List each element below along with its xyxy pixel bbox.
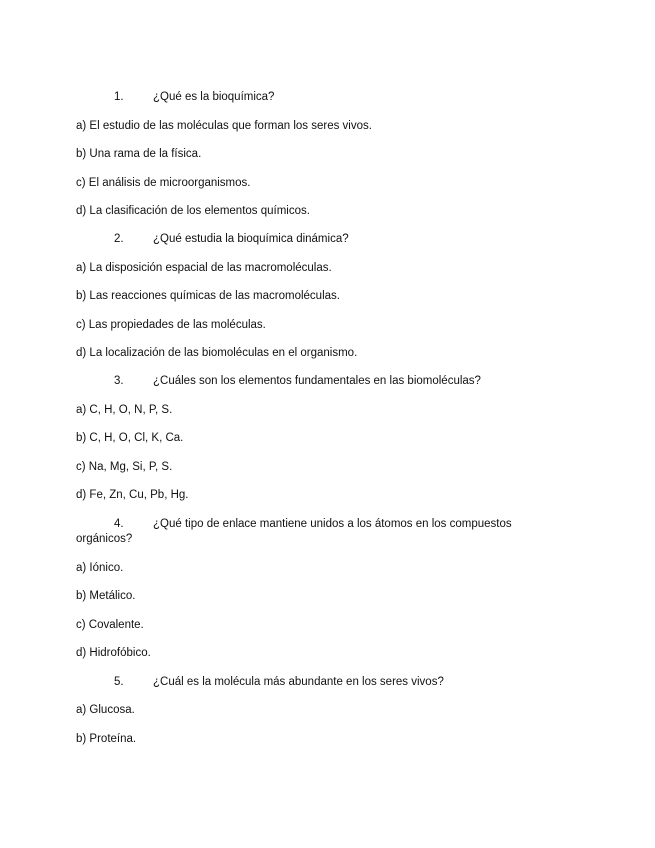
question-1-number: 1. — [114, 91, 124, 103]
question-4-option-b: b) Metálico. — [76, 590, 136, 602]
question-4-text-continued: orgánicos? — [76, 533, 133, 545]
question-2-option-d: d) La localización de las biomoléculas en el organismo. — [76, 347, 358, 359]
question-5-text: ¿Cuál es la molécula más abundante en los seres vivos? — [153, 676, 444, 688]
question-2-number: 2. — [114, 233, 124, 245]
question-3-option-b: b) C, H, O, Cl, K, Ca. — [76, 432, 184, 444]
question-5-option-a: a) Glucosa. — [76, 704, 135, 716]
question-4-number: 4. — [114, 518, 124, 530]
question-1-option-b: b) Una rama de la física. — [76, 148, 202, 160]
question-2-option-b: b) Las reacciones químicas de las macromoléculas. — [76, 290, 340, 302]
question-2-option-c: c) Las propiedades de las moléculas. — [76, 319, 266, 331]
question-1-text: ¿Qué es la bioquímica? — [153, 91, 275, 103]
question-2-text: ¿Qué estudia la bioquímica dinámica? — [153, 233, 349, 245]
question-3-number: 3. — [114, 375, 124, 387]
question-3-option-a: a) C, H, O, N, P, S. — [76, 404, 173, 416]
question-4-option-a: a) Iónico. — [76, 562, 124, 574]
question-1-option-a: a) El estudio de las moléculas que forman los seres vivos. — [76, 120, 372, 132]
question-4-option-d: d) Hidrofóbico. — [76, 647, 151, 659]
question-4-text: ¿Qué tipo de enlace mantiene unidos a los átomos en los compuestos — [153, 518, 512, 530]
question-1-option-c: c) El análisis de microorganismos. — [76, 177, 251, 189]
question-5-number: 5. — [114, 676, 124, 688]
question-3-option-c: c) Na, Mg, Si, P, S. — [76, 461, 173, 473]
question-5-option-b: b) Proteína. — [76, 733, 137, 745]
question-3-option-d: d) Fe, Zn, Cu, Pb, Hg. — [76, 489, 189, 501]
question-1-option-d: d) La clasificación de los elementos químicos. — [76, 205, 310, 217]
question-2-option-a: a) La disposición espacial de las macromoléculas. — [76, 262, 332, 274]
question-3-text: ¿Cuáles son los elementos fundamentales en las biomoléculas? — [153, 375, 481, 387]
question-4-option-c: c) Covalente. — [76, 619, 144, 631]
